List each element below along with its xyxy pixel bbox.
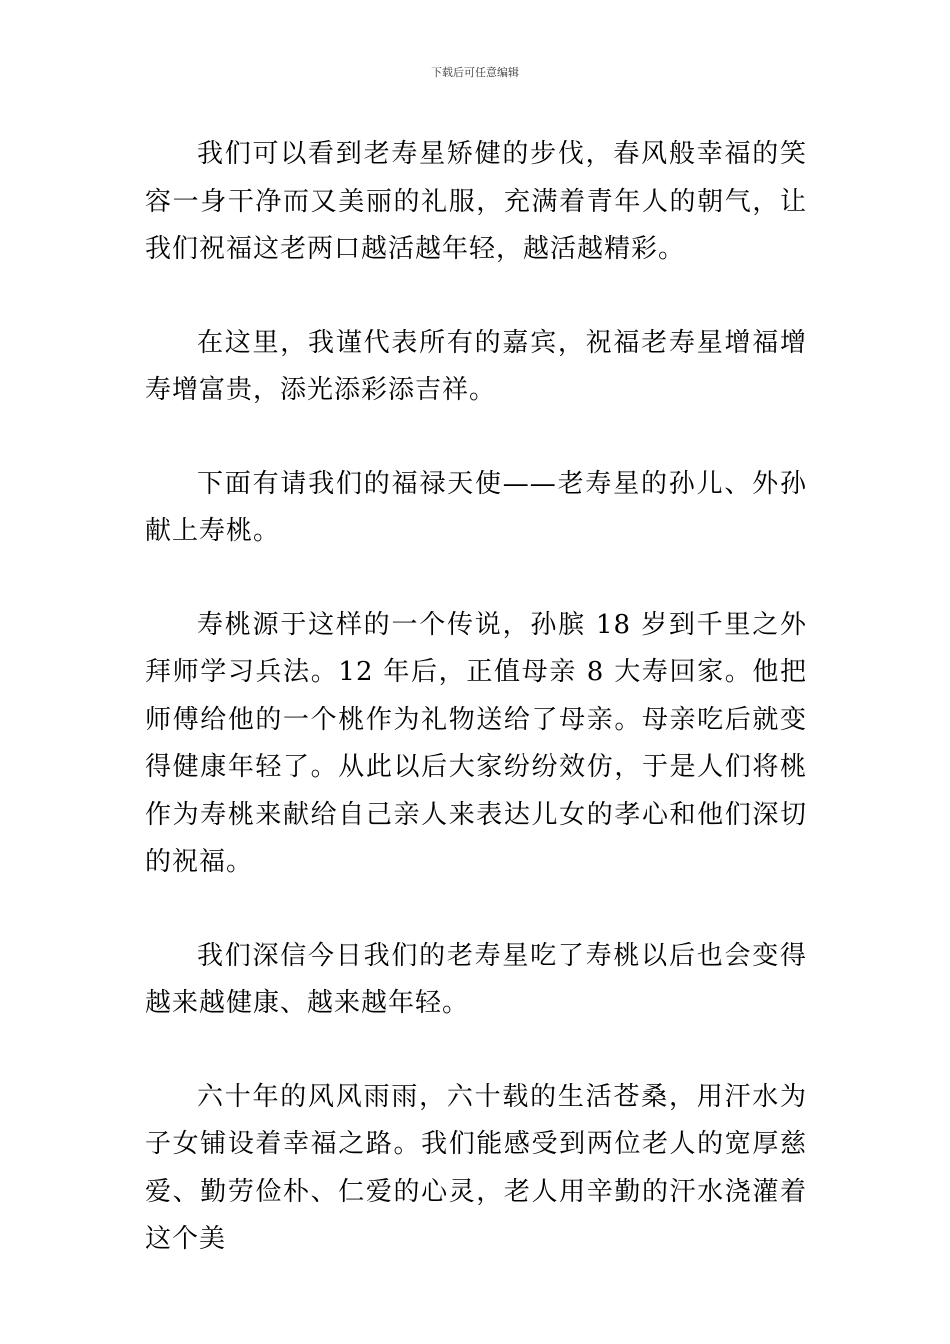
paragraph-peach-presentation: 下面有请我们的福禄天使——老寿星的孙儿、外孙献上寿桃。: [145, 468, 807, 546]
paragraph-sixty-years: 六十年的风风雨雨，六十载的生活苍桑，用汗水为子女铺设着幸福之路。我们能感受到两位老人的宽厚慈爱、勤劳俭朴、仁爱的心灵，老人用辛勤的汗水浇灌着这个美: [145, 1081, 807, 1254]
paragraph-peach-legend: 寿桃源于这样的一个传说，孙膑 18 岁到千里之外拜师学习兵法。12 年后，正值母亲 8 大寿回家。他把师傅给他的一个桃作为礼物送给了母亲。母亲吃后就变得健康年轻了。从此以后大家纷纷效仿，于是人们将桃作为寿桃来献给自己亲人来表达儿女的孝心和他们深切的祝福。: [145, 609, 807, 877]
page-header-note: 下载后可任意编辑: [431, 66, 519, 79]
document-body: [145, 131, 807, 1310]
paragraph-blessing-couple: 我们可以看到老寿星矫健的步伐，春风般幸福的笑容一身干净而又美丽的礼服，充满着青年人的朝气，让我们祝福这老两口越活越年轻，越活越精彩。: [145, 139, 807, 264]
paragraph-guests-blessing: 在这里，我谨代表所有的嘉宾，祝福老寿星增福增寿增富贵，添光添彩添吉祥。: [145, 327, 807, 405]
paragraph-health-wish: 我们深信今日我们的老寿星吃了寿桃以后也会变得越来越健康、越来越年轻。: [145, 940, 807, 1018]
